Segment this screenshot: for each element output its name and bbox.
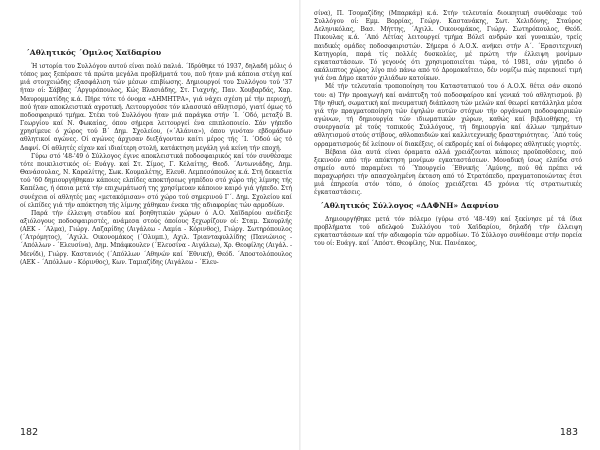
paragraph: Μέ τήν τελευταία τροποποίηση του Καταστατικού του ό Α.Ο.Χ. θέτει σάν σκοπό του: α) Τήν προαγωγή καί ανάπτυξη τού ποδοσφαίρου καί γενικά τού αθλητισμού. β) Τήν ηθική, σωματική καί πνευματική διάπλαση τών μελών καί θεωρεί κατάλληλα μέσα γιά τήν πραγματοποίηση τών έψηλών αυτών στόχων τήν οργάνωση ποδοσφαιρικών αγώνων, τή δημιουργία τών ιδιωματικών χώρων, καθώς καί βιβλιοθήκης, τή συνεργασία μέ τούς τοπικούς Συλλόγους, τή δημιουργία καί άλλων τμημάτων αθλητισμού στούς στίβους, αθλοπαιδιών καί καλλιτεχνικής δραστηριότητας. ΄Από τούς ορραματισμούς δέ λείπουν οί διακέξεις, οί εκδρομές καί οί διάφορες αθλητικές γιορτές. — [314, 83, 582, 148]
paragraph: σίνα), Π. Τσομαζίδης (Μπαρκάμ) κ.ά. Στήν τελευταία διοικητική συνθέσαμε τού Συλλόγου οί: Εμμ. Βορρίας, Γεώργ. Καστανάκης, Σωτ. Χελιδόνης, Σταύρος Δεληνικόλας, Βασ. Μήττης, ΄Αχιλλ. Οικονομάκος, Γιώργ. Σωτηρόπουλος, Θεόδ. Πικουλας κ.ά. ΄Από Λέτίας λειτουργεί τμήμα Βόλεϊ ανδρών καί γυναικών, τρείς παιδικές ομάδες ποδοσφαιριστών. Σήμερα ό Α.Ο.Χ. ανήκει στήν Α΄. ΄Ερασιτεχνική Κατηγορία, παρά τίς πολλές δυσκολίες, μέ πρώτη τήν έλλειψη μονίμων εγκαταστάσεων. Τό γεγονός ότι χρησιμοποιείται τώρα, τό 1981, σάν γήπεδο ό ακάλυπτος χώρος λίγο πιό πάνω από τό Δρομοκαΐτειο, δέν νομίζω πώς περιποιεί τιμή γιά ένα Δήμο εκατόν χιλιάδων κατοίκων. — [314, 10, 582, 83]
paragraph: Ή ιστορία του Συλλόγου αυτού είναι πολύ παλιά. ΄Ιδρύθηκε τό 1937, δηλαδή μόλις ό τόπος μας ξεπέρασε τά πρώτα μεγάλα προβλήματά του, ποϋ ήταν μιά κάποια στέγη καί μιά στοιχειώδης εξασφάλιση τών μέσων επιβίωσης. Δημιουργοί του Συλλόγου τού '37 ήταν οί: Σάββας ΄Αργυρόπουλος, Κώς Βλασιάδης, Στ. Γιαχνής, Παν. Χουβαρδάς, Χαρ. Μαυρομματίδης κ.ά. Πήρε τότε τό όνομα «ΔΗΜΗΤΡΑ», γιά νάχει σχέση μέ τήν περιοχή, πού ήταν αποκλειστικά αγροτική. Λειτουργούσε τόν κλασσικό αθλητισμό, γιατί όμως τό ποδοσφαιρικό τμήμα. Στέκι τού Συλλόγου ήταν μιά παράγκα στήν ΄Ι. ΄Οδό, μεταξύ Β. Γεωργίου καί Ν. Φωκαίας, όπου σήμερα λειτουργεί ένα επιπλοποιείο. Σάν γήπεδο χρησίμευε ό χώρος τού Β΄ Δημ. Σχολείου, («΄Αλάνια»), όπου γινόταν εβδομάδων αθλητικοί αγώνες. Οί αγώνες άρχισαν διεξάγονταν καίτι μέρος τής ΄Ι. ΄Οδού ώς τό Δαφνί. Οί αθλητές είχαν καί ιδιαίτερη στολή, κατάκτηση μεγάλη γιά κείνη τήν εποχή. — [20, 63, 292, 152]
page-number: 182 — [20, 427, 39, 438]
right-page — [300, 0, 600, 450]
club-heading-chaidari: ΄Αθλητικός ΄Ομιλος Χαϊδαρίου — [26, 48, 162, 57]
page-number: 183 — [559, 427, 578, 438]
paragraph: Παρά τήν έλλειψη σταδίου καί βοηθητικών χώρων ό Α.Ο. Χαϊδαρίου ανέδειξε αξιόλογους ποδοσφαιριστές, ανάμεσα στούς όποίους ξεχωρίζουν οί: Σταμ. Σκουρλής (ΑΕΚ - ΄Αλμα), Γιώργ. Λαζαρίδης (Αιγάλεω - Λαμία - Κόρινθος), Γιώργ. Σωτηρόπουλος (΄Ατρόμητος), ΄Αχιλλ. Οικονομάκος (΄Ολυμπ.), Αχιλ. Τριανταφυλλίδης (Πανιώνιος - ΄Απόλλων - ΄Ελευσίνα), Δημ. Μπάφκουλεν (΄Ελευσίνα - Αιγάλεω), Χρ. Θεοφίλης (Αιγάλ. - Μενίδι), Γιώργ. Καστανιός (΄Απόλλων ΄Αθηνών καί ΄Εθνική), Θεόδ. ΄Αποστολόπουλος (ΑΕΚ - ΄Απόλλων - Κόρινθος), Κων. Ταμιαζίδης (Αιγάλεω - ΄Ελευ- — [20, 209, 292, 266]
club-heading-dafni: ΄Αθλητικός Σύλλογος «ΔΑΦΝΗ» Δαφνίου — [320, 200, 499, 210]
paragraph: Δημιουργήθηκε μετά τόν πόλεμο (γύρω στό '48-'49) καί ξεκίνησε μέ τά ίδια προβλήματα τού αδελφού Συλλόγου τού Χαϊδαρίου, δηλαδή τήν έλλειψη εγκαταστάσεων καί τήν αδιαφορία τών αρμοδίων. Τό Σύλλογο συνθέσαμε στήν πορεία του οί: Ευάγγ. καί ΄Απόστ. Θεοφίλης, Νικ. Πανέακος, — [314, 215, 582, 248]
paragraph: Βέβαια όλα αυτά είναι όραματα αλλά χρειάζονται κάποιες προϋποθέσεις, πού ξεκινούν από τήν απόκτηση μονίμων εγκαταστάσεων. Μοναδική ίσως ελπίδα στό σημείο αυτό παραμένει τό ΄Υπουργείο ΄Εθνικής ΄Αμύνης, πού θά πρέπει νά παραχωρήσει τήν απασχολημένη έκταση από τό Στρατόπεδο, πραγματοποιώντας έτσι μιά έπηρεσία στόν τόπο, ό όποίος χρειάζεται 45 χρόνια τίς στρατιωτικές έγκαταστάσεις. — [314, 148, 582, 197]
paragraph: Γύρω στό '48-'49 ό Σύλλογος έγινε αποκλειστικά ποδοσφαιρικός καί τόν συνθέσαμε τότε ποικιλιστικός οί: Ευάγγ. καί Στ. Σίμος, Γ. Κελαίτης, Θεοδ. ΄Αντωνιάδης, Δημ. Θανάσουλας, Ν. Καραλίτης, Σωκ. Κουμαλέτης, Ελευθ. Λεμπεσόπουλος κ.ά. Στή δεκαετία τού '60 δημιουργήθηκαν κάποιες ελπίδες αποκτήσεως γηπέδου στό χώρο τής λίμνης τής Καπέλας, ή όποια μετά τήν επιχωμάτωσή της χρησίμευαν κάποιον καιρό γιά γήπεδο. Στή συνέχεια οί αθλητές μας «μετακόμισαν» στό χώρο τού σημερινού Γ΄. Δημ. Σχολείου καί οί ελπίδες γιά τήν απόκτηση τής λίμνης χάθηκαν ένεκα τής αδιαφορίας τών αρμοδίων. — [20, 152, 292, 209]
